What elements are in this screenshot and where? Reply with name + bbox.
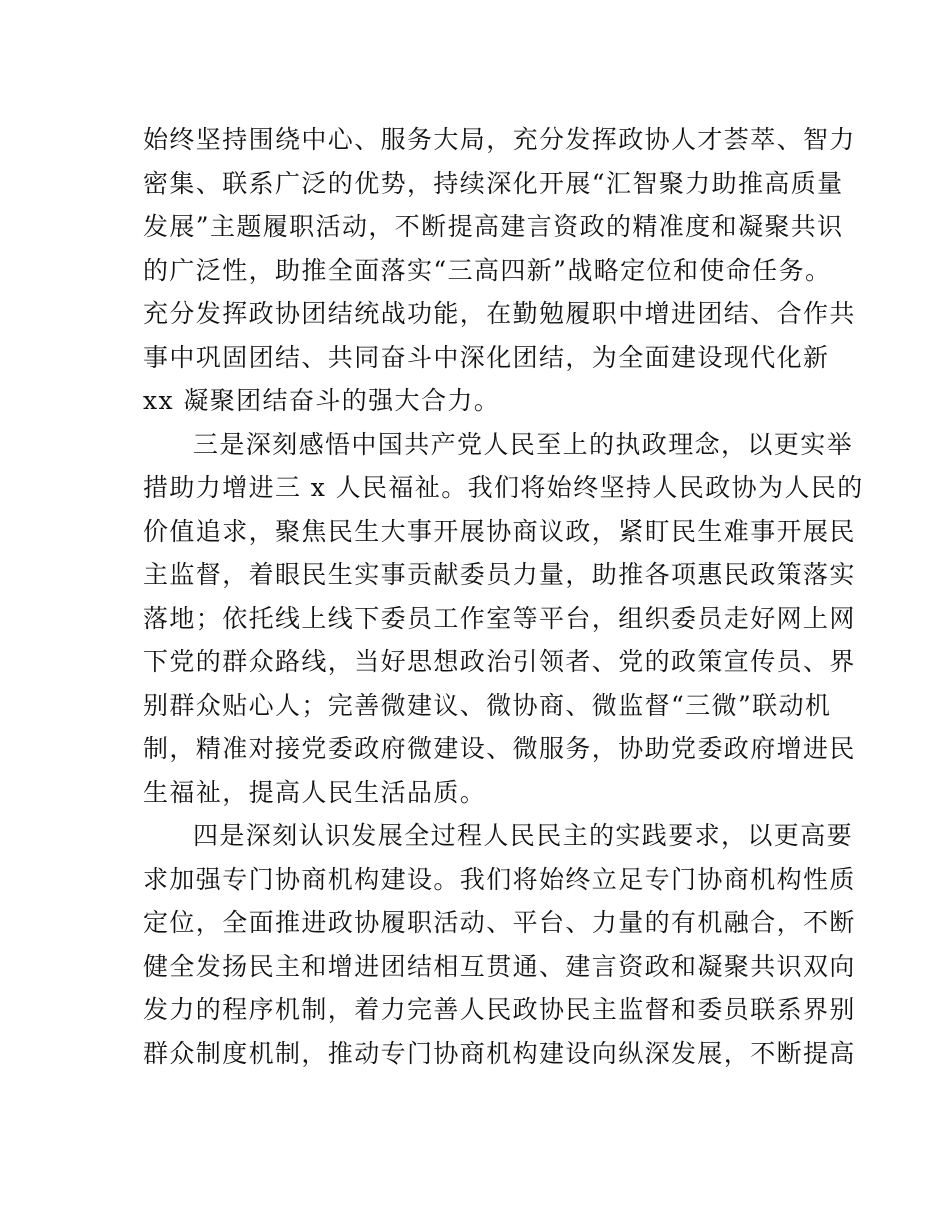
text-line: 生福祉，提高人民生活品质。 xyxy=(143,777,487,807)
paragraph-start-line: 四是深刻认识发展全过程人民民主的实践要求，以更高要 xyxy=(193,821,854,850)
text-line: 下党的群众路线，当好思想政治引领者、党的政策宣传员、界 xyxy=(143,647,856,676)
text-line: 健全发扬民主和增进团结相互贯通、建言资政和凝聚共识双向 xyxy=(143,951,856,981)
text-line: 充分发挥政协团结统战功能，在勤勉履职中增进团结、合作共 xyxy=(143,299,856,328)
text-line: 措助力增进三 x 人民福祉。我们将始终坚持人民政协为人民的 xyxy=(143,473,864,502)
text-line: 群众制度机制，推动专门协商机构建设向纵深发展，不断提高 xyxy=(143,1038,856,1068)
text-line: 落地；依托线上线下委员工作室等平台，组织委员走好网上网 xyxy=(143,603,856,633)
text-line: 别群众贴心人；完善微建议、微协商、微监督“三微”联动机 xyxy=(143,690,832,720)
document-body xyxy=(143,118,864,1075)
text-line: 事中巩固团结、共同奋斗中深化团结，为全面建设现代化新 xyxy=(143,342,830,372)
text-line: 价值追求，聚焦民生大事开展协商议政，紧盯民生难事开展民 xyxy=(143,516,856,546)
text-line: 始终坚持围绕中心、服务大局，充分发挥政协人才荟萃、智力 xyxy=(143,125,856,154)
paragraph-start-line: 三是深刻感悟中国共产党人民至上的执政理念，以更实举 xyxy=(193,429,854,459)
text-line: 发展”主题履职活动，不断提高建言资政的精准度和凝聚共识 xyxy=(143,212,844,241)
text-line: xx 凝聚团结奋斗的强大合力。 xyxy=(143,386,501,415)
text-line: 发力的程序机制，着力完善人民政协民主监督和委员联系界别 xyxy=(143,995,856,1024)
text-line: 的广泛性，助推全面落实“三高四新”战略定位和使命任务。 xyxy=(143,255,832,285)
text-line: 密集、联系广泛的优势，持续深化开展“汇智聚力助推高质量 xyxy=(143,168,844,198)
text-line: 定位，全面推进政协履职活动、平台、力量的有机融合，不断 xyxy=(143,908,856,937)
text-line: 制，精准对接党委政府微建设、微服务，协助党委政府增进民 xyxy=(143,734,856,763)
text-line: 主监督，着眼民生实事贡献委员力量，助推各项惠民政策落实 xyxy=(143,560,856,589)
text-line: 求加强专门协商机构建设。我们将始终立足专门协商机构性质 xyxy=(143,864,856,894)
